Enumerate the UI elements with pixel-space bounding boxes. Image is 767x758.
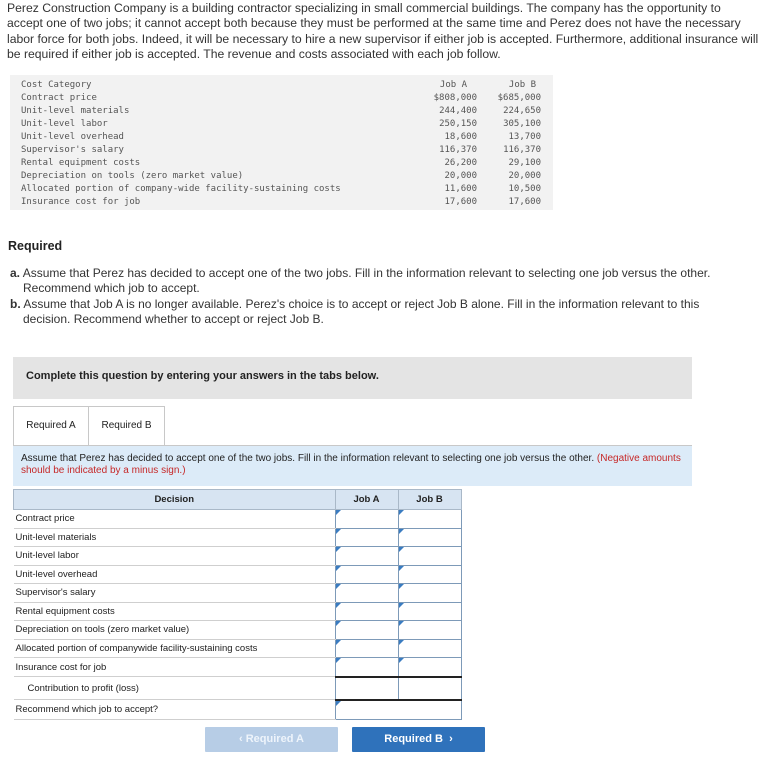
cost-row <box>10 170 553 183</box>
job-a-cell-input[interactable] <box>336 658 398 676</box>
job-a-cell[interactable] <box>335 584 398 603</box>
answer-table <box>13 489 462 720</box>
job-b-cell-input[interactable] <box>399 529 461 547</box>
job-a-contribution-cell-input[interactable] <box>336 678 398 699</box>
recommend-row <box>14 700 462 720</box>
cost-row-category: Supervisor's salary <box>21 145 124 155</box>
cost-row-category: Rental equipment costs <box>21 158 141 168</box>
answer-row <box>14 584 462 603</box>
job-b-cell[interactable] <box>398 639 461 658</box>
cost-row-job-a: 116,370 <box>439 145 477 155</box>
cost-row-category: Unit-level labor <box>21 119 108 129</box>
job-a-cell[interactable] <box>335 639 398 658</box>
cost-table-header <box>10 79 553 92</box>
answer-row-label: Depreciation on tools (zero market value) <box>14 621 336 640</box>
cost-row-category: Unit-level overhead <box>21 132 124 142</box>
job-b-cell-input[interactable] <box>399 603 461 621</box>
answer-row <box>14 528 462 547</box>
cost-row <box>10 196 553 209</box>
tab-required-a[interactable]: Required A <box>13 406 89 447</box>
job-a-cell[interactable] <box>335 658 398 677</box>
job-a-cell[interactable] <box>335 528 398 547</box>
cost-row-job-b: 29,100 <box>508 158 541 168</box>
job-b-cell[interactable] <box>398 565 461 584</box>
job-a-cell[interactable] <box>335 547 398 566</box>
job-a-cell[interactable] <box>335 602 398 621</box>
cost-row-job-a: 250,150 <box>439 119 477 129</box>
tab-required-b[interactable]: Required B <box>88 406 165 447</box>
answer-row <box>14 621 462 640</box>
cost-row <box>10 105 553 118</box>
cost-row-category: Depreciation on tools (zero market value) <box>21 171 244 181</box>
recommend-label: Recommend which job to accept? <box>14 700 336 720</box>
answer-row-label: Allocated portion of companywide facility-sustaining costs <box>14 639 336 658</box>
contribution-row <box>14 677 462 700</box>
cost-row <box>10 144 553 157</box>
cost-row-job-b: 224,650 <box>503 106 541 116</box>
instruction-text: Assume that Perez has decided to accept one of the two jobs. Fill in the information relevant to selecting one job versus the other. <box>21 453 595 464</box>
cost-row-category: Contract price <box>21 93 97 103</box>
header-job-b: Job B <box>508 80 536 90</box>
answer-row-label: Supervisor's salary <box>14 584 336 603</box>
cost-row-job-b: 13,700 <box>508 132 541 142</box>
job-a-cell-input[interactable] <box>336 529 398 547</box>
column-job-a: Job A <box>335 490 398 510</box>
cost-row-job-a: 20,000 <box>444 171 477 181</box>
answer-row-label: Insurance cost for job <box>14 658 336 677</box>
job-a-cell-input[interactable] <box>336 603 398 621</box>
job-b-cell-input[interactable] <box>399 640 461 658</box>
answer-row <box>14 565 462 584</box>
requirement-a: a. Assume that Perez has decided to accept one of the two jobs. Fill in the information relevant to selecting one job versus the other. Recommend which job to accept. <box>10 266 711 295</box>
chevron-right-icon: › <box>442 733 453 745</box>
cost-row-job-b: 17,600 <box>508 197 541 207</box>
cost-row-category: Insurance cost for job <box>21 197 141 207</box>
cost-row-category: Unit-level materials <box>21 106 130 116</box>
job-a-cell-input[interactable] <box>336 566 398 584</box>
negative-note: (Negative amounts should be indicated by a minus sign.) <box>21 453 681 476</box>
job-b-cell-input[interactable] <box>399 658 461 676</box>
complete-question-bar: Complete this question by entering your answers in the tabs below. <box>13 357 692 399</box>
cost-row-job-b: 116,370 <box>503 145 541 155</box>
job-b-contribution-cell-input[interactable] <box>399 678 461 699</box>
cost-row <box>10 157 553 170</box>
prev-tab-button[interactable]: ‹ Required A <box>205 727 338 752</box>
recommend-select[interactable] <box>335 700 461 720</box>
answer-row <box>14 639 462 658</box>
answer-row-label: Rental equipment costs <box>14 602 336 621</box>
answer-row <box>14 547 462 566</box>
job-b-cell[interactable] <box>398 528 461 547</box>
cost-row <box>10 118 553 131</box>
job-a-cell[interactable] <box>335 510 398 529</box>
cost-row-job-b: 20,000 <box>508 171 541 181</box>
job-a-contribution-cell[interactable] <box>335 677 398 700</box>
cost-row-category: Allocated portion of company-wide facility-sustaining costs <box>21 184 341 194</box>
answer-row-label: Unit-level materials <box>14 528 336 547</box>
job-b-cell[interactable] <box>398 510 461 529</box>
header-job-a: Job A <box>439 80 467 90</box>
answer-row-label: Contract price <box>14 510 336 529</box>
cost-row-job-b: 305,100 <box>503 119 541 129</box>
job-a-cell-input[interactable] <box>336 547 398 565</box>
job-b-cell[interactable] <box>398 584 461 603</box>
job-b-cell-input[interactable] <box>399 621 461 639</box>
job-a-cell-input[interactable] <box>336 621 398 639</box>
required-heading: Required <box>8 239 63 253</box>
column-job-b: Job B <box>398 490 461 510</box>
cost-row-job-a: $808,000 <box>433 93 477 103</box>
answer-row <box>14 510 462 529</box>
job-b-cell[interactable] <box>398 602 461 621</box>
job-b-contribution-cell[interactable] <box>398 677 461 700</box>
contribution-label: Contribution to profit (loss) <box>14 677 336 700</box>
cost-row-job-a: 244,400 <box>439 106 477 116</box>
cost-row <box>10 92 553 105</box>
job-b-cell[interactable] <box>398 621 461 640</box>
header-cost-category: Cost Category <box>21 80 92 90</box>
job-a-cell[interactable] <box>335 621 398 640</box>
cost-row <box>10 183 553 196</box>
answer-row <box>14 658 462 677</box>
chevron-left-icon: ‹ <box>239 733 246 745</box>
cost-row-job-b: $685,000 <box>497 93 541 103</box>
cost-data-table <box>10 75 553 210</box>
column-decision: Decision <box>14 490 336 510</box>
job-a-cell-input[interactable] <box>336 584 398 602</box>
job-b-cell[interactable] <box>398 547 461 566</box>
job-a-cell-input[interactable] <box>336 640 398 658</box>
next-tab-button[interactable]: Required B › <box>352 727 485 752</box>
cost-row-job-b: 10,500 <box>508 184 541 194</box>
answer-row-label: Unit-level labor <box>14 547 336 566</box>
job-b-cell-input[interactable] <box>399 584 461 602</box>
job-b-cell[interactable] <box>398 658 461 677</box>
instruction-box <box>13 445 692 486</box>
answer-row-label: Unit-level overhead <box>14 565 336 584</box>
cost-row <box>10 131 553 144</box>
cost-row-job-a: 18,600 <box>444 132 477 142</box>
job-a-cell[interactable] <box>335 565 398 584</box>
job-b-cell-input[interactable] <box>399 566 461 584</box>
cost-row-job-a: 11,600 <box>444 184 477 194</box>
answer-row <box>14 602 462 621</box>
job-b-cell-input[interactable] <box>399 547 461 565</box>
requirement-b: b. Assume that Job A is no longer available. Perez's choice is to accept or reject Job B alone. Fill in the information relevant to this decision. Recommend whether to accept or reject Job B. <box>10 297 700 326</box>
cost-row-job-a: 17,600 <box>444 197 477 207</box>
problem-intro: Perez Construction Company is a building contractor specializing in small commercial buildings. The company has the opportunity to accept one of two jobs; it cannot accept both because they must be performed at the same time and Perez does not have the necessary labor force for both jobs. Indeed, it will be necessary to hire a new supervisor if either job is accepted. Furthermore, additional insurance will be required if either job is accepted. The revenue and costs associated with each job follow. <box>7 1 759 62</box>
job-b-cell-input[interactable] <box>399 510 461 528</box>
cost-row-job-a: 26,200 <box>444 158 477 168</box>
job-a-cell-input[interactable] <box>336 510 398 528</box>
